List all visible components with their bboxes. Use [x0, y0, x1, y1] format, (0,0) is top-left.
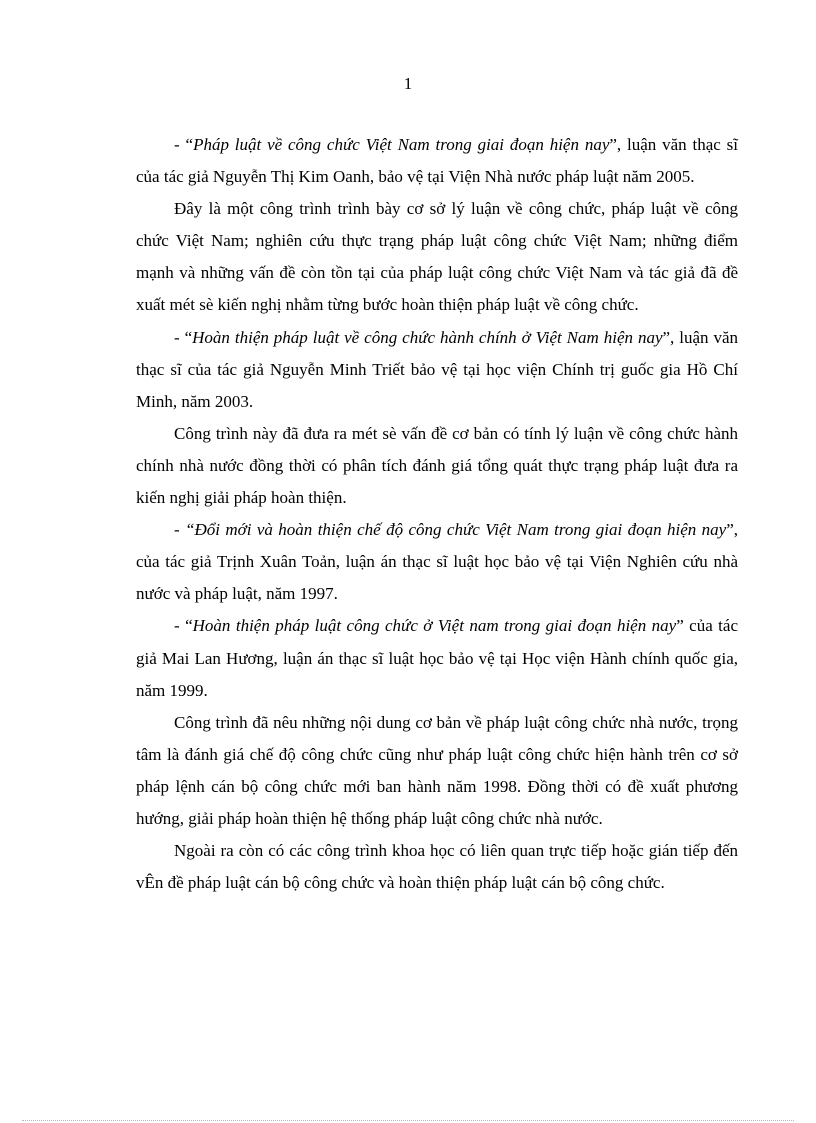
reference-prefix: - “ — [174, 327, 193, 347]
paragraph-reference-1 — [136, 129, 738, 193]
reference-prefix: - “ — [174, 616, 193, 636]
reference-title: “Đổi mới và hoàn thiện chế độ công chức Việt Nam trong giai đoạn hiện nay — [185, 520, 727, 540]
reference-details: ”, luận văn thạc sĩ của tác giả Nguyễn Minh Triết bảo vệ tại học viện Chính trị guốc gia Hồ Chí Minh, năm 2003. — [136, 327, 738, 411]
paragraph-conclusion: Ngoài ra còn có các công trình khoa học có liên quan trực tiếp hoặc gián tiếp đến vÊn đề pháp luật cán bộ công chức và hoàn thiện pháp luật cán bộ công chức. — [136, 841, 738, 893]
paragraph-reference-4 — [136, 610, 738, 706]
paragraph-summary-1: Đây là một công trình trình bày cơ sở lý luận về công chức, pháp luật về công chức Việt Nam; nghiên cứu thực trạng pháp luật công chức Việt Nam; những điểm mạnh và những vấn đề còn tồn tại của pháp luật công chức Việt Nam và tác giả đã đề xuất mét sè kiến nghị nhằm từng bước hoàn thiện pháp luật về công chức. — [136, 199, 738, 315]
paragraph-reference-2 — [136, 322, 738, 418]
reference-details: ”, của tác giả Trịnh Xuân Toản, luận án thạc sĩ luật học bảo vệ tại Viện Nghiên cứu nhà nước và pháp luật, năm 1997. — [136, 520, 738, 604]
reference-title: Pháp luật về công chức Việt Nam trong giai đoạn hiện nay — [193, 135, 610, 154]
paragraph-reference-3 — [136, 514, 738, 610]
reference-details: ” của tác giả Mai Lan Hương, luận án thạc sĩ luật học bảo vệ tại Học viện Hành chính quốc gia, năm 1999. — [136, 616, 738, 700]
reference-title: Hoàn thiện pháp luật công chức ở Việt nam trong giai đoạn hiện nay — [192, 616, 677, 636]
document-body — [136, 129, 738, 899]
paragraph-summary-3: Công trình đã nêu những nội dung cơ bản về pháp luật công chức nhà nước, trọng tâm là đánh giá chế độ công chức cũng như pháp luật công chức hiện hành trên cơ sở pháp lệnh cán bộ công chức mới ban hành năm 1998. Đồng thời có đề xuất phương hướng, giải pháp hoàn thiện hệ thống pháp luật công chức nhà nước. — [136, 712, 738, 828]
reference-details: ”, luận văn thạc sĩ của tác giả Nguyễn Thị Kim Oanh, bảo vệ tại Viện Nhà nước pháp luật năm 2005. — [136, 135, 739, 187]
page-number: 1 — [403, 74, 413, 93]
reference-prefix: - — [174, 520, 186, 540]
reference-title: Hoàn thiện pháp luật về công chức hành chính ở Việt Nam hiện nay — [192, 327, 663, 347]
reference-prefix: - “ — [174, 135, 194, 154]
page-bottom-divider — [22, 1120, 794, 1121]
paragraph-summary-2: Công trình này đã đưa ra mét sè vấn đề cơ bản có tính lý luận về công chức hành chính nhà nước đồng thời có phân tích đánh giá tổng quát thực trạng pháp luật đưa ra kiến nghị giải pháp hoàn thiện. — [136, 423, 738, 508]
